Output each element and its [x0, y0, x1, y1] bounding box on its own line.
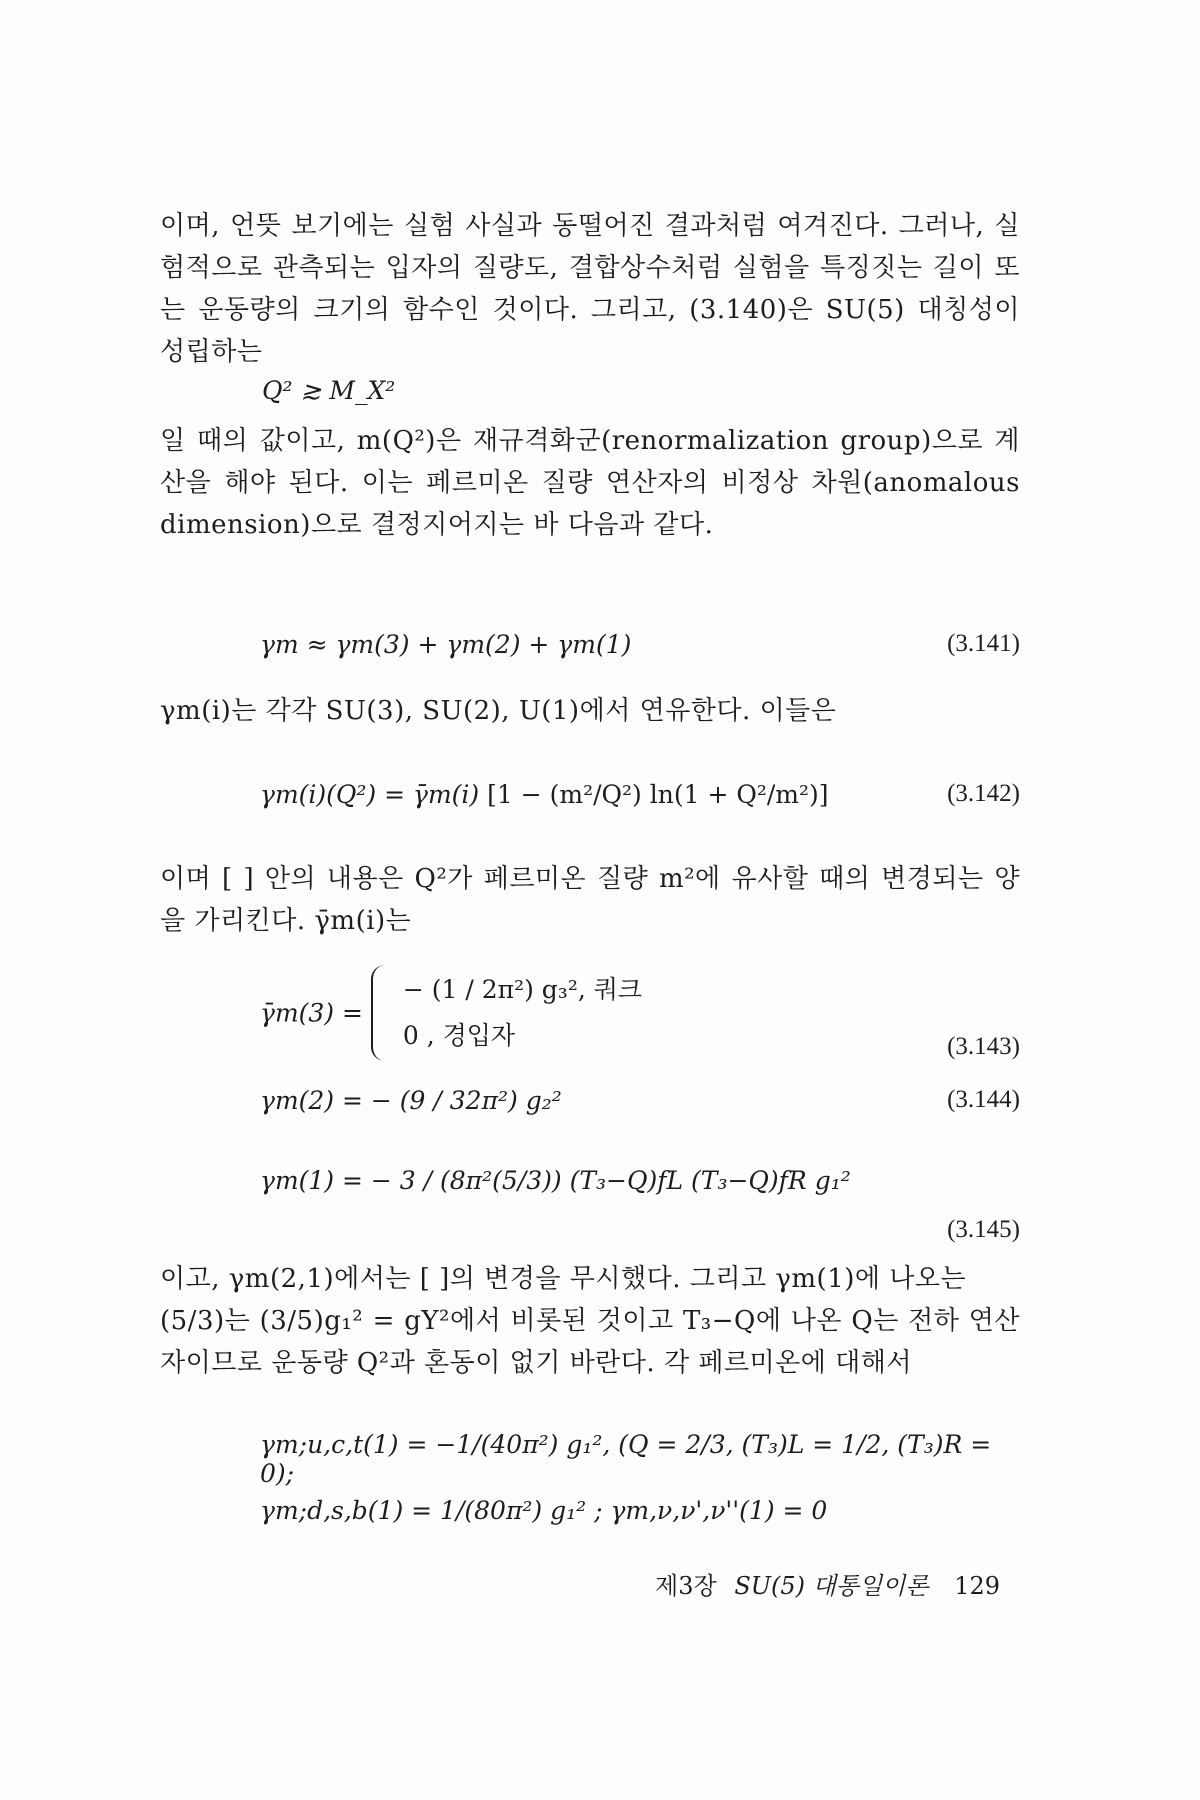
condition-equation: [262, 376, 1022, 405]
eq143-brace: [371, 965, 389, 1061]
equation-3-141: [260, 630, 1020, 659]
eq143-case-quark: − (1 / 2π²) g₃², 쿼크: [402, 975, 643, 1004]
eq141-number: (3.141): [947, 630, 1020, 657]
paragraph-1: [160, 205, 1020, 373]
page-footer: [640, 1566, 1000, 1601]
paragraph-1-text: 이며, 언뜻 보기에는 실험 사실과 동떨어진 결과처럼 여겨진다. 그러나, 실험적으로 관측되는 입자의 질량도, 결합상수처럼 실험을 특징짓는 길이 또는 운동량의 크기의 함수인 것이다. 그리고, (3.140)은 SU(5) 대칭성이 성립하는: [160, 211, 1020, 367]
paragraph-4: [160, 858, 1020, 942]
paragraph-3-text: γm(i)는 각각 SU(3), SU(2), U(1)에서 연유한다. 이들은: [160, 696, 837, 726]
footer-chapter: 제3장: [655, 1572, 717, 1600]
eq143-cases: [403, 967, 642, 1059]
equation-up-quarks: [260, 1430, 1020, 1488]
equation-3-144: [260, 1086, 1020, 1115]
eq-up-quarks-text: γm;u,c,t(1) = −1/(40π²) g₁², (Q = 2/3, (T₃)L = 1/2, (T₃)R = 0);: [260, 1430, 992, 1488]
eq142-lhs: γm(i)(Q²) = γ̄m(i): [260, 780, 480, 809]
page-number: 129: [954, 1572, 1000, 1600]
footer-title: SU(5) 대통일이론: [734, 1572, 929, 1600]
paragraph-2-text: 일 때의 값이고, m(Q²)은 재규격화군(renormalization group)으로 계산을 해야 된다. 이는 페르미온 질량 연산자의 비정상 차원(anomalous dimension)으로 결정지어지는 바 다음과 같다.: [160, 426, 1020, 540]
equation-down-quarks: [260, 1496, 1020, 1525]
eq142-bracket: [1 − (m²/Q²) ln(1 + Q²/m²)]: [487, 780, 829, 809]
eq145-text: γm(1) = − 3 / (8π²(5/3)) (T₃−Q)fL (T₃−Q)fR g₁²: [260, 1166, 851, 1195]
paragraph-5a-text: 이고, γm(2,1)에서는 [ ]의 변경을 무시했다. 그리고 γm(1)에 나오는: [160, 1264, 967, 1294]
condition-text: Q² ≳ M_X²: [262, 376, 396, 405]
paragraph-5: [160, 1258, 1020, 1384]
eq141-text: γm ≈ γm(3) + γm(2) + γm(1): [260, 630, 632, 659]
equation-3-142: [260, 780, 1020, 809]
equation-3-143: [260, 965, 1020, 1061]
paragraph-4-text: 이며 [ ] 안의 내용은 Q²가 페르미온 질량 m²에 유사할 때의 변경되는 양을 가리킨다. γ̄m(i)는: [160, 864, 1020, 936]
eq144-text: γm(2) = − (9 / 32π²) g₂²: [260, 1086, 562, 1115]
paragraph-3: [160, 690, 1020, 732]
eq-down-quarks-text: γm;d,s,b(1) = 1/(80π²) g₁² ; γm,ν,ν',ν''(1) = 0: [260, 1496, 828, 1525]
equation-3-145: [260, 1166, 1020, 1243]
eq143-lhs: γ̄m(3) =: [260, 998, 363, 1028]
eq143-number: (3.143): [947, 1033, 1020, 1060]
paragraph-5b-text: (5/3)는 (3/5)g₁² = gY²에서 비롯된 것이고 T₃−Q에 나온 Q는 전하 연산자이므로 운동량 Q²과 혼동이 없기 바란다. 각 페르미온에 대해서: [160, 1306, 1020, 1378]
eq144-number: (3.144): [947, 1086, 1020, 1113]
eq143-case-lepton: 0 , 경입자: [402, 1021, 516, 1050]
paragraph-2: [160, 420, 1020, 546]
eq145-number: (3.145): [947, 1216, 1020, 1243]
eq142-number: (3.142): [947, 780, 1020, 807]
